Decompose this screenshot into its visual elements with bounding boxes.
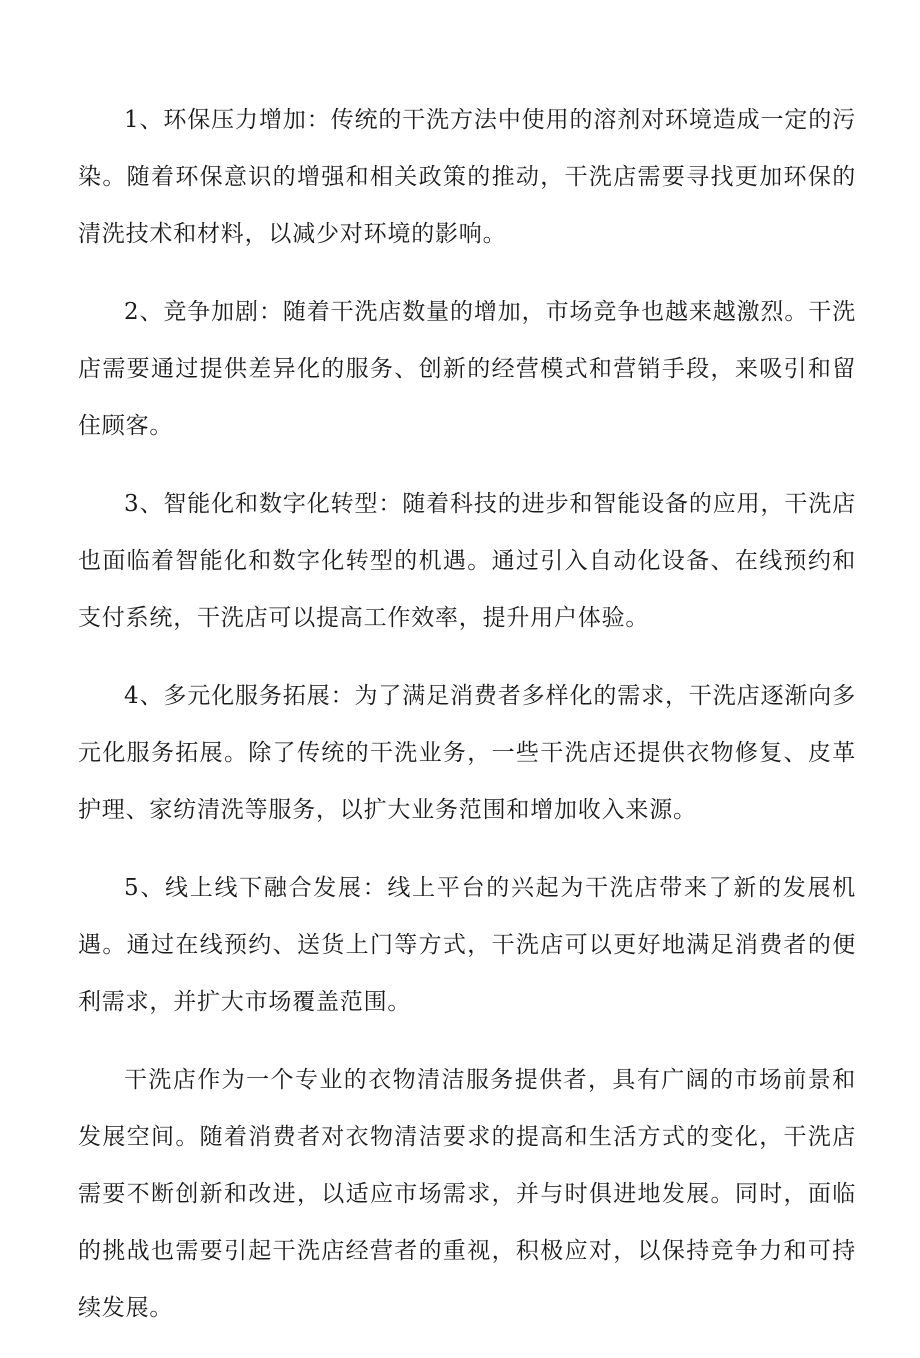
document-page (78, 92, 856, 1358)
paragraph-digital-transformation: 3、智能化和数字化转型：随着科技的进步和智能设备的应用，干洗店也面临着智能化和数字化转型的机遇。通过引入自动化设备、在线预约和支付系统，干洗店可以提高工作效率，提升用户体验。 (78, 491, 856, 631)
paragraph-online-offline-integration: 5、线上线下融合发展：线上平台的兴起为干洗店带来了新的发展机遇。通过在线预约、送货上门等方式，干洗店可以更好地满足消费者的便利需求，并扩大市场覆盖范围。 (78, 875, 856, 1015)
paragraph-environmental-pressure: 1、环保压力增加：传统的干洗方法中使用的溶剂对环境造成一定的污染。随着环保意识的增强和相关政策的推动，干洗店需要寻找更加环保的清洗技术和材料，以减少对环境的影响。 (78, 107, 856, 247)
paragraph-conclusion: 干洗店作为一个专业的衣物清洁服务提供者，具有广阔的市场前景和发展空间。随着消费者对衣物清洁要求的提高和生活方式的变化，干洗店需要不断创新和改进，以适应市场需求，并与时俱进地发展。同时，面临的挑战也需要引起干洗店经营者的重视，积极应对，以保持竞争力和可持续发展。 (78, 1067, 856, 1321)
paragraph-service-diversification: 4、多元化服务拓展：为了满足消费者多样化的需求，干洗店逐渐向多元化服务拓展。除了传统的干洗业务，一些干洗店还提供衣物修复、皮革护理、家纺清洗等服务，以扩大业务范围和增加收入来源。 (78, 683, 856, 823)
paragraph-competition: 2、竞争加剧：随着干洗店数量的增加，市场竞争也越来越激烈。干洗店需要通过提供差异化的服务、创新的经营模式和营销手段，来吸引和留住顾客。 (78, 299, 856, 439)
